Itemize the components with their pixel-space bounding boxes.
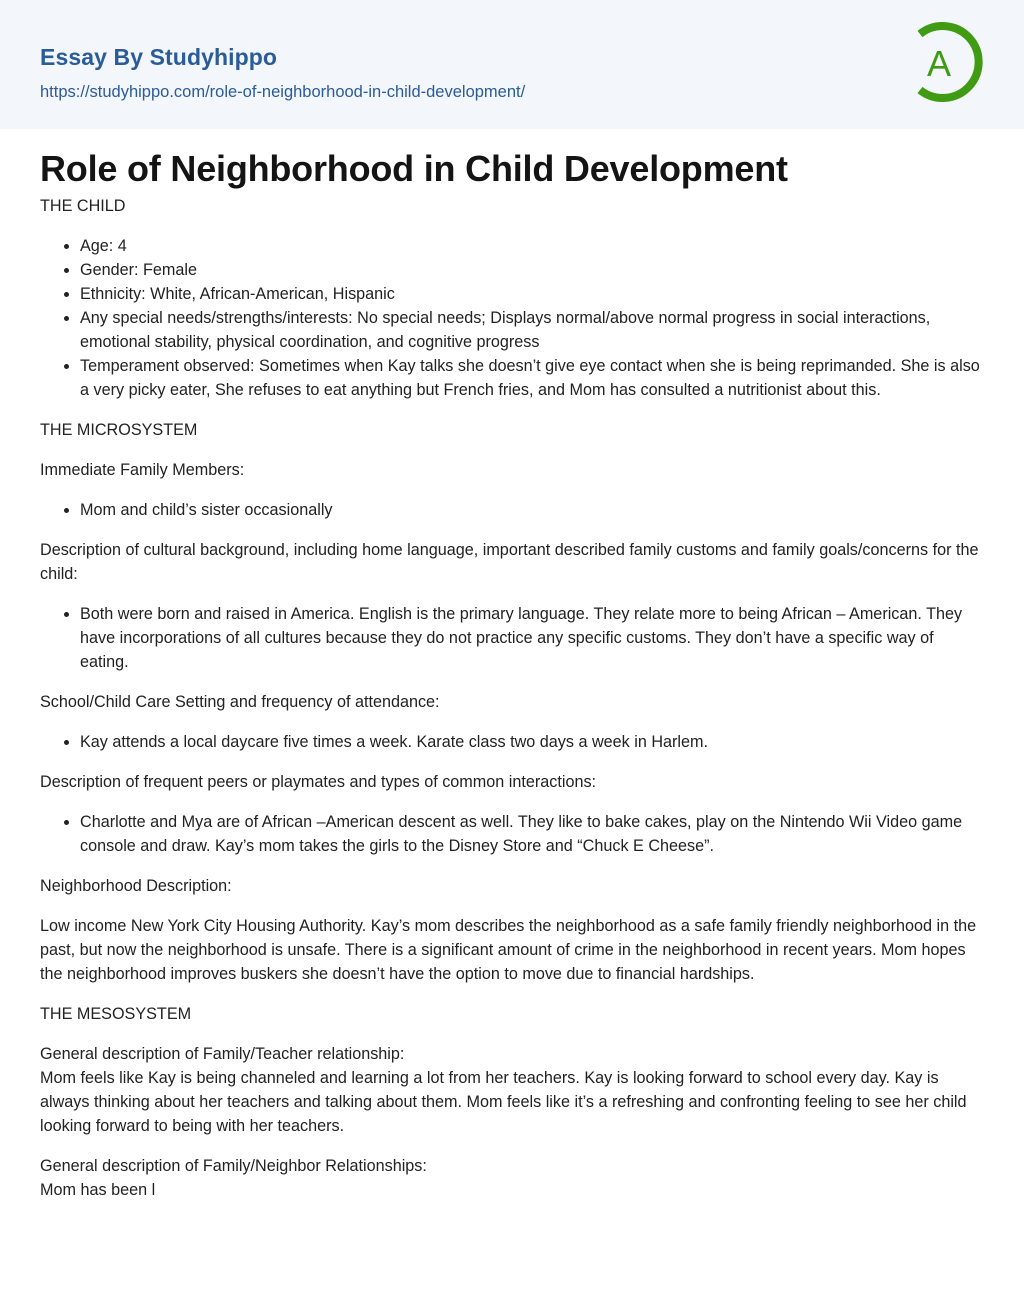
list-item: • Ethnicity: White, African-American, Hispanic: [80, 282, 984, 306]
peers-label: Description of frequent peers or playmates and types of common interactions:: [40, 773, 597, 791]
page-title: Role of Neighborhood in Child Development: [40, 148, 788, 189]
list-item: • Kay attends a local daycare five times a week. Karate class two days a week in Harlem.: [80, 730, 984, 754]
family-list: [40, 498, 984, 522]
list-item: • Any special needs/strengths/interests: No special needs; Displays normal/above normal progress in social interactions, emotional stability, physical coordination, and cognitive progress: [80, 306, 984, 354]
school-list: [40, 730, 984, 754]
culture-list: [40, 602, 984, 674]
logo-letter: A: [926, 43, 952, 84]
neighborhood-label: Neighborhood Description:: [40, 877, 232, 895]
culture-label: Description of cultural background, including home language, important described family customs and family goals/concerns for the child:: [40, 541, 979, 583]
family-label: Immediate Family Members:: [40, 461, 245, 479]
list-item: • Mom and child’s sister occasionally: [80, 498, 984, 522]
list-item: • Gender: Female: [80, 258, 984, 282]
site-header: [0, 0, 1024, 129]
teacher-text: Mom feels like Kay is being channeled and learning a lot from her teachers. Kay is looking forward to school every day. Kay is always thinking about her teachers and talking about them. Mom feels like it’s a refreshing and confronting feeling to see her child looking forward to being with her teachers.: [40, 1069, 967, 1135]
studyhippo-logo-icon[interactable]: [912, 18, 988, 106]
list-item: • Temperament observed: Sometimes when Kay talks she doesn’t give eye contact when she is being reprimanded. She is also a very picky eater, She refuses to eat anything but French fries, and Mom has consulted a nutritionist about this.: [80, 354, 984, 402]
list-item: • Charlotte and Mya are of African –American descent as well. They like to bake cakes, play on the Nintendo Wii Video game console and draw. Kay’s mom takes the girls to the Disney Store and “Chuck E Cheese”.: [80, 810, 984, 858]
list-item: • Age: 4: [80, 234, 984, 258]
section-heading-child: THE CHILD: [40, 197, 126, 215]
peers-list: [40, 810, 984, 858]
article-body: [0, 149, 1024, 1202]
school-label: School/Child Care Setting and frequency of attendance:: [40, 693, 440, 711]
neighbor-text: Mom has been l: [40, 1181, 156, 1199]
brand-name[interactable]: Essay By Studyhippo: [40, 44, 278, 70]
section-heading-mesosystem: THE MESOSYSTEM: [40, 1005, 192, 1023]
neighbor-label: General description of Family/Neighbor Relationships:: [40, 1157, 427, 1175]
list-item: • Both were born and raised in America. English is the primary language. They relate more to being African – American. They have incorporations of all cultures because they do not practice any specific customs. They don’t have a specific way of eating.: [80, 602, 984, 674]
neighborhood-text: Low income New York City Housing Authority. Kay’s mom describes the neighborhood as a safe family friendly neighborhood in the past, but now the neighborhood is unsafe. There is a significant amount of crime in the neighborhood in recent years. Mom hopes the neighborhood improves buskers she doesn’t have the option to move due to financial hardships.: [40, 917, 977, 983]
essay-url-link[interactable]: https://studyhippo.com/role-of-neighborhood-in-child-development/: [40, 83, 526, 101]
child-details-list: [40, 234, 984, 402]
teacher-label: General description of Family/Teacher relationship:: [40, 1045, 405, 1063]
section-heading-microsystem: THE MICROSYSTEM: [40, 421, 198, 439]
